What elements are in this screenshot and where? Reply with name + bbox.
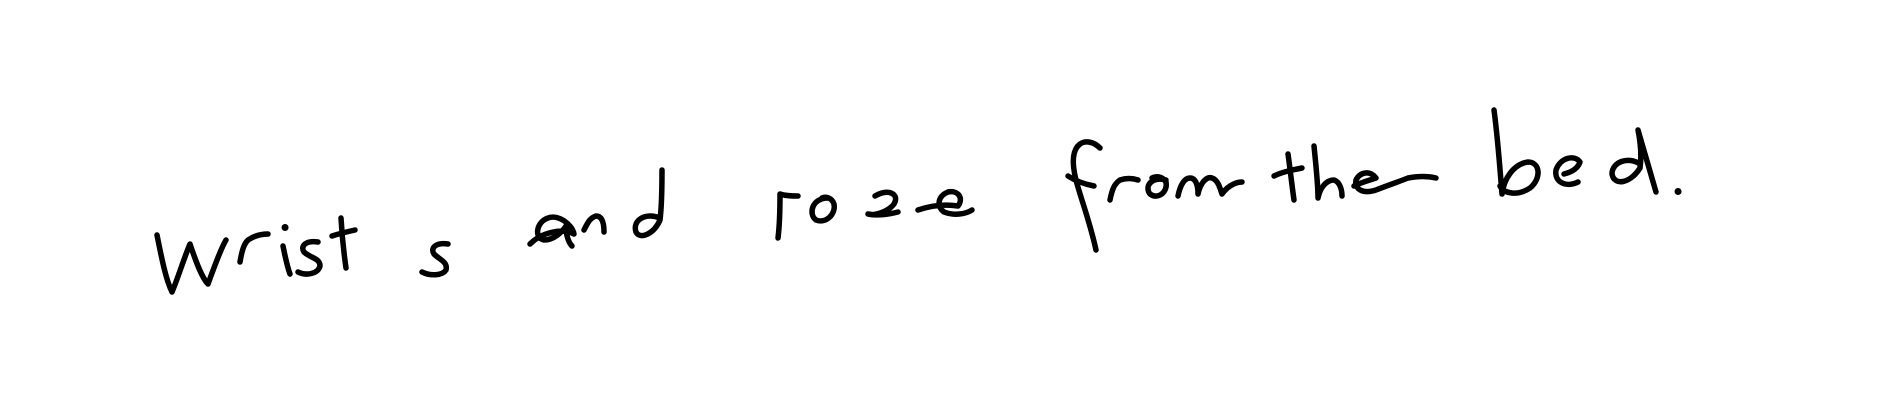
word-rose	[778, 192, 972, 238]
word-the	[1274, 146, 1436, 200]
word-wrists	[157, 218, 448, 292]
word-and	[530, 170, 662, 246]
word-from	[1068, 142, 1242, 250]
word-bed	[1494, 110, 1682, 195]
